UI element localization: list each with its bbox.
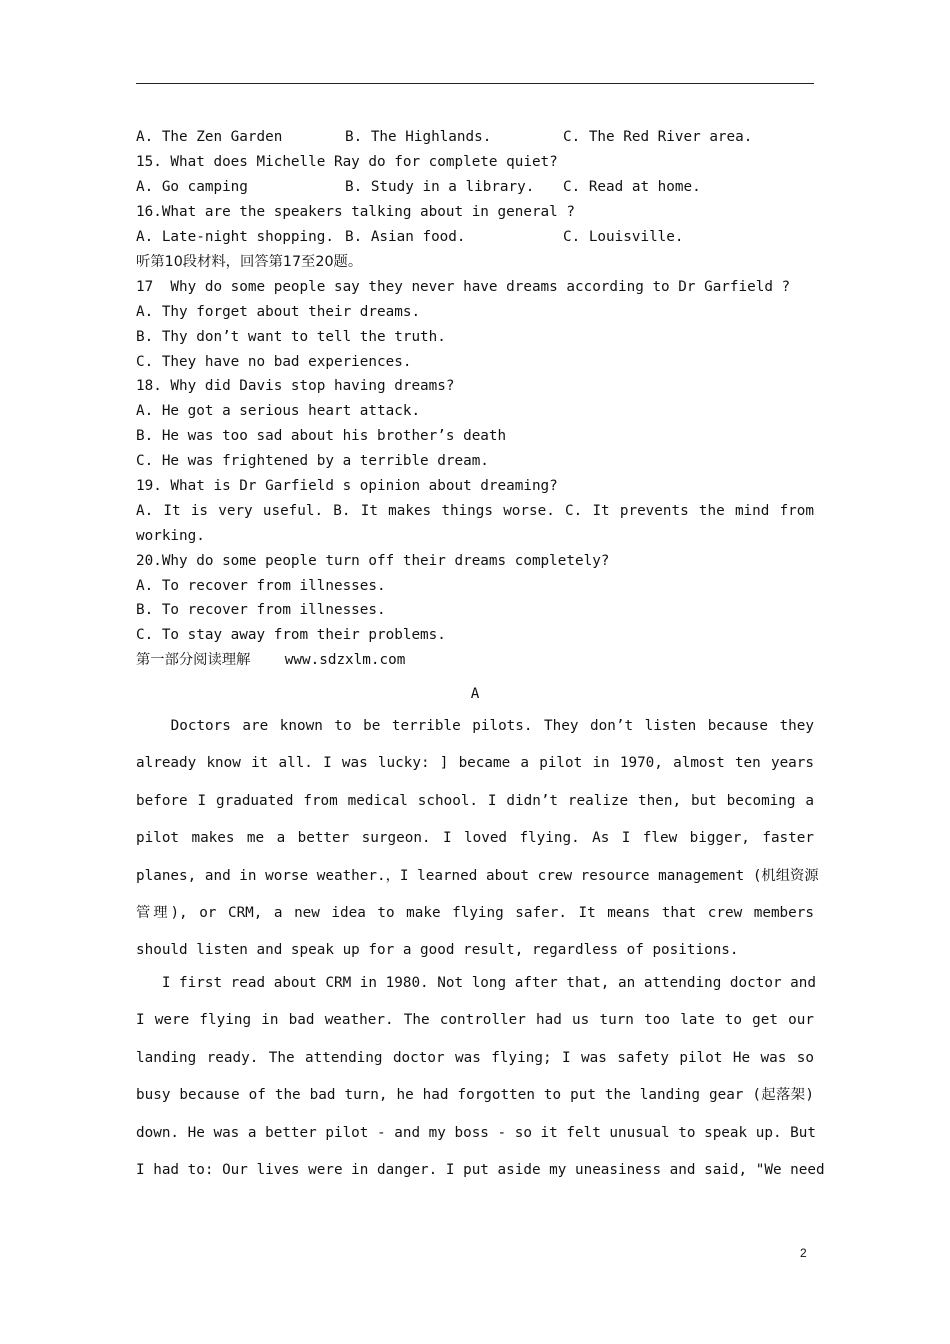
paragraph-line: I first read about CRM in 1980. Not long after that, an attending doctor and [136, 975, 816, 991]
q15-text: 15. What does Michelle Ray do for complete quiet? [136, 154, 558, 170]
q20-option-c: C. To stay away from their problems. [136, 627, 446, 643]
passage-paragraph-1 [136, 708, 819, 970]
q14-option-a: A. The Zen Garden [136, 129, 283, 145]
paragraph-line: Doctors are known to be terrible pilots. They don’t listen because they [136, 718, 814, 734]
q16-option-c: C. Louisville. [563, 229, 684, 245]
passage-paragraph-2 [136, 965, 825, 1189]
passage-letter: A [470, 686, 480, 702]
paragraph-line: planes, and in worse weather.，I learned about crew resource management (机组资源 [136, 867, 819, 884]
paragraph-line: I had to: Our lives were in danger. I put aside my uneasiness and said, "We need [136, 1162, 825, 1179]
paragraph-line: landing ready. The attending doctor was flying; I was safety pilot He was so [136, 1049, 814, 1066]
page-number: 2 [800, 1246, 807, 1260]
paragraph-line: down. He was a better pilot - and my boss - so it felt unusual to speak up. But [136, 1124, 816, 1141]
q16-option-a: A. Late-night shopping. [136, 229, 334, 245]
q16-option-b: B. Asian food. [345, 229, 466, 245]
q18-text: 18. Why did Davis stop having dreams? [136, 378, 455, 394]
q19-text: 19. What is Dr Garfield s opinion about dreaming? [136, 478, 558, 494]
paragraph-line: I were flying in bad weather. The controller had us turn too late to get our [136, 1012, 814, 1029]
header-rule [136, 83, 814, 84]
q16-text: 16.What are the speakers talking about in general ? [136, 204, 575, 220]
q17-option-a: A. Thy forget about their dreams. [136, 304, 421, 320]
q19-options-line: A. It is very useful. B. It makes things worse. C. It prevents the mind from [136, 503, 814, 519]
q15-option-c: C. Read at home. [563, 179, 701, 195]
q20-text: 20.Why do some people turn off their dreams completely? [136, 553, 610, 569]
q15-option-a: A. Go camping [136, 179, 248, 195]
paragraph-line: already know it all. I was lucky: ] became a pilot in 1970, almost ten years [136, 755, 814, 772]
paragraph-line: before I graduated from medical school. I didn’t realize then, but becoming a [136, 792, 814, 809]
q17-option-b: B. Thy don’t want to tell the truth. [136, 329, 446, 345]
q14-option-c: C. The Red River area. [563, 129, 753, 145]
paragraph-line: busy because of the bad turn, he had forgotten to put the landing gear (起落架) [136, 1087, 814, 1104]
reading-section-header: 第一部分阅读理解 www.sdzxlm.com [136, 652, 406, 668]
q19-options-wrap: working. [136, 528, 205, 544]
q18-option-c: C. He was frightened by a terrible dream. [136, 453, 489, 469]
section-10-instruction: 听第10段材料，回答第17至20题。 [136, 254, 363, 270]
q20-option-a: A. To recover from illnesses. [136, 578, 386, 594]
paragraph-line: should listen and speak up for a good result, regardless of positions. [136, 942, 739, 959]
paragraph-line: pilot makes me a better surgeon. I loved flying. As I flew bigger, faster [136, 830, 814, 847]
q15-option-b: B. Study in a library. [345, 179, 535, 195]
q18-option-a: A. He got a serious heart attack. [136, 403, 421, 419]
q20-option-b: B. To recover from illnesses. [136, 602, 386, 618]
q17-text: 17 Why do some people say they never have dreams according to Dr Garfield ? [136, 279, 791, 295]
paragraph-line: 管理), or CRM, a new idea to make flying safer. It means that crew members [136, 905, 814, 922]
q14-option-b: B. The Highlands. [345, 129, 492, 145]
q18-option-b: B. He was too sad about his brother’s death [136, 428, 507, 444]
q17-option-c: C. They have no bad experiences. [136, 354, 412, 370]
